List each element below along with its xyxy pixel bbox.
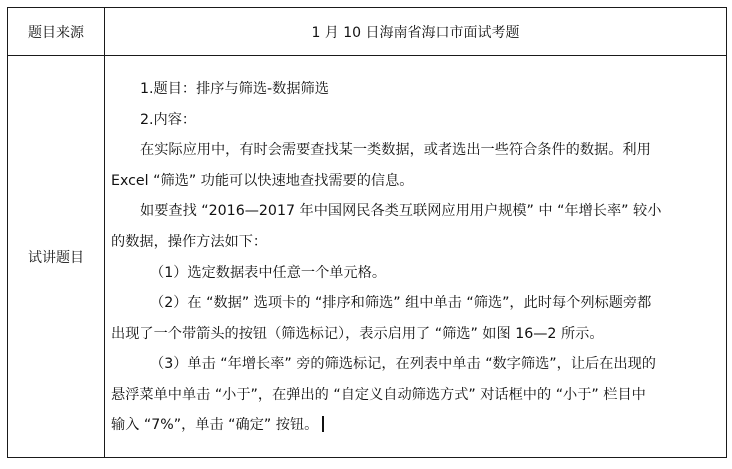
paragraph-line: 在实际应用中，有时会需要查找某一类数据，或者选出一些符合条件的数据。利用 — [140, 142, 651, 159]
source-value: 1 月 10 日海南省海口市面试考题 — [105, 8, 727, 56]
topic-label: 试讲题目 — [8, 56, 105, 458]
paragraph-line: 的数据，操作方法如下： — [111, 233, 268, 250]
step-line: （3）单击 “年增长率” 旁的筛选标记，在列表中单击 “数字筛选”，让后在出现的 — [150, 356, 656, 373]
source-row — [8, 8, 727, 56]
step-line: （1）选定数据表中任意一个单元格。 — [150, 264, 387, 281]
content-heading-line: 2.内容： — [140, 111, 197, 128]
step-line: （2）在 “数据” 选项卡的 “排序和筛选” 组中单击 “筛选”，此时每个列标题旁都 — [150, 295, 652, 312]
final-line-text: 输入 “7%”，单击 “确定” 按钮。 — [111, 417, 319, 434]
final-line — [111, 410, 720, 441]
step-line: 出现了一个带箭头的按钮（筛选标记），表示启用了 “筛选” 如图 16—2 所示。 — [111, 325, 604, 342]
exam-info-table — [7, 7, 727, 458]
topic-content — [105, 72, 726, 441]
text-cursor — [322, 416, 324, 432]
topic-row — [8, 56, 727, 458]
topic-title-line: 1.题目：排序与筛选-数据筛选 — [140, 80, 329, 97]
step-line: 悬浮菜单中单击 “小于”，在弹出的 “自定义自动筛选方式” 对话框中的 “小于” 栏目中 — [111, 386, 646, 403]
topic-content-cell[interactable] — [105, 56, 727, 458]
paragraph-line: Excel “筛选” 功能可以快速地查找需要的信息。 — [111, 172, 414, 189]
paragraph-line: 如要查找 “2016—2017 年中国网民各类互联网应用用户规模” 中 “年增长率” 较小 — [140, 203, 662, 220]
source-label: 题目来源 — [8, 8, 105, 56]
